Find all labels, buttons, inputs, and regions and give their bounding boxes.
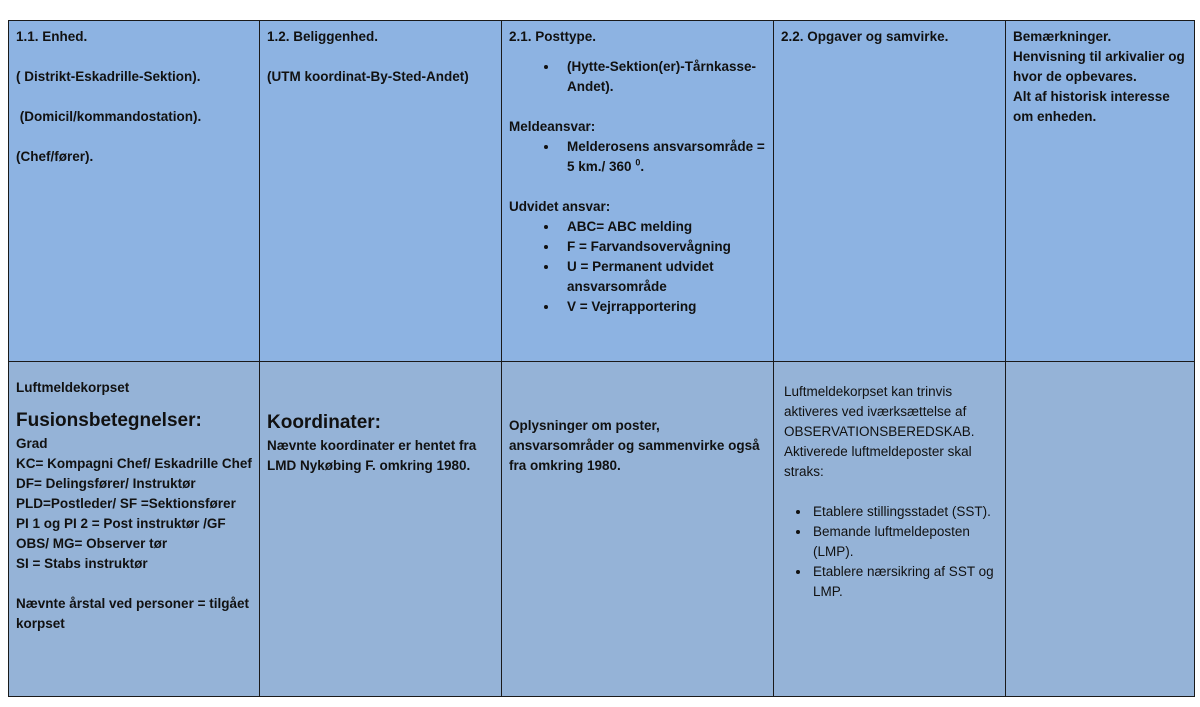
body-cell-aktivering: [774, 362, 1006, 697]
aarstal-note: Nævnte årstal ved personer = tilgået korpset: [16, 596, 249, 631]
header-title-opgaver: 2.2. Opgaver og samvirke.: [781, 29, 949, 44]
fusions-line: KC= Kompagni Chef/ Eskadrille Chef: [16, 456, 252, 471]
header-cell-bemaerkninger: [1006, 21, 1195, 362]
bemaerkninger-line2: Henvisning til arkivalier og hvor de opbevares.: [1013, 49, 1185, 84]
body-cell-koordinater: [260, 362, 502, 697]
aktivering-item: • Etablere stillingsstadet (SST).: [811, 502, 998, 522]
fusions-line: SI = Stabs instruktør: [16, 556, 148, 571]
udvidet-label: Udvidet ansvar:: [509, 199, 611, 214]
aktivering-text: Luftmeldekorpset kan trinvis aktiveres ved iværksættelse af OBSERVATIONSBEREDSKAB. Aktiverede luftmeldeposter skal straks:: [784, 384, 975, 479]
udvidet-list: [509, 217, 766, 317]
fusions-line: Grad: [16, 436, 48, 451]
header-cell-opgaver: [774, 21, 1006, 362]
header-cell-enhed: [9, 21, 260, 362]
degree-superscript: 0: [635, 157, 641, 168]
fusions-line: PI 1 og PI 2 = Post instruktør /GF: [16, 516, 226, 531]
header-title-posttype: 2.1. Posttype.: [509, 29, 597, 44]
meldeansvar-list: [509, 137, 766, 177]
body-cell-luftmeldekorpset: [9, 362, 260, 697]
fusions-line: OBS/ MG= Observer tør: [16, 536, 168, 551]
header-enhed-line1: ( Distrikt-Eskadrille-Sektion).: [16, 69, 201, 84]
header-row: [9, 21, 1195, 362]
udvidet-item: • U = Permanent udvidet ansvarsområde: [559, 257, 766, 297]
koordinater-text: Nævnte koordinater er hentet fra LMD Nykøbing F. omkring 1980.: [267, 438, 477, 473]
header-enhed-line2: (Domicil/kommandostation).: [16, 109, 202, 124]
header-enhed-line3: (Chef/fører).: [16, 149, 94, 164]
aktivering-list: [784, 502, 998, 602]
aktivering-item: • Bemande luftmeldeposten (LMP).: [811, 522, 998, 562]
header-title-enhed: 1.1. Enhed.: [16, 29, 88, 44]
meldeansvar-period: .: [640, 159, 645, 174]
udvidet-item: • V = Vejrrapportering: [559, 297, 766, 317]
header-title-beliggenhed: 1.2. Beliggenhed.: [267, 29, 379, 44]
aktivering-item: • Etablere nærsikring af SST og LMP.: [811, 562, 998, 602]
udvidet-item: • ABC= ABC melding: [559, 217, 766, 237]
header-title-bemaerkninger: Bemærkninger.: [1013, 29, 1112, 44]
header-beliggenhed-line1: (UTM koordinat-By-Sted-Andet): [267, 69, 469, 84]
meldeansvar-item: [559, 137, 766, 177]
bemaerkninger-line3: Alt af historisk interesse om enheden.: [1013, 89, 1170, 124]
koordinater-heading: Koordinater:: [267, 412, 381, 433]
body-cell-bemaerkninger: [1006, 362, 1195, 697]
fusions-line: PLD=Postleder/ SF =Sektionsfører: [16, 496, 236, 511]
body-title-luftmeldekorpset: Luftmeldekorpset: [16, 380, 130, 395]
meldeansvar-label: Meldeansvar:: [509, 119, 596, 134]
content-row: [9, 362, 1195, 697]
fusions-heading: Fusionsbetegnelser:: [16, 410, 202, 431]
header-cell-beliggenhed: [260, 21, 502, 362]
meldeansvar-text: Melderosens ansvarsområde = 5 km./ 360: [567, 139, 765, 174]
registration-table: [8, 20, 1195, 697]
udvidet-item: • F = Farvandsovervågning: [559, 237, 766, 257]
posttype-list: [509, 57, 766, 97]
fusions-line: DF= Delingsfører/ Instruktør: [16, 476, 196, 491]
oplysninger-text: Oplysninger om poster, ansvarsområder og sammenvirke også fra omkring 1980.: [509, 418, 760, 473]
posttype-bullet: • (Hytte-Sektion(er)-Tårnkasse-Andet).: [559, 57, 766, 97]
body-cell-oplysninger: [502, 362, 774, 697]
header-cell-posttype: [502, 21, 774, 362]
